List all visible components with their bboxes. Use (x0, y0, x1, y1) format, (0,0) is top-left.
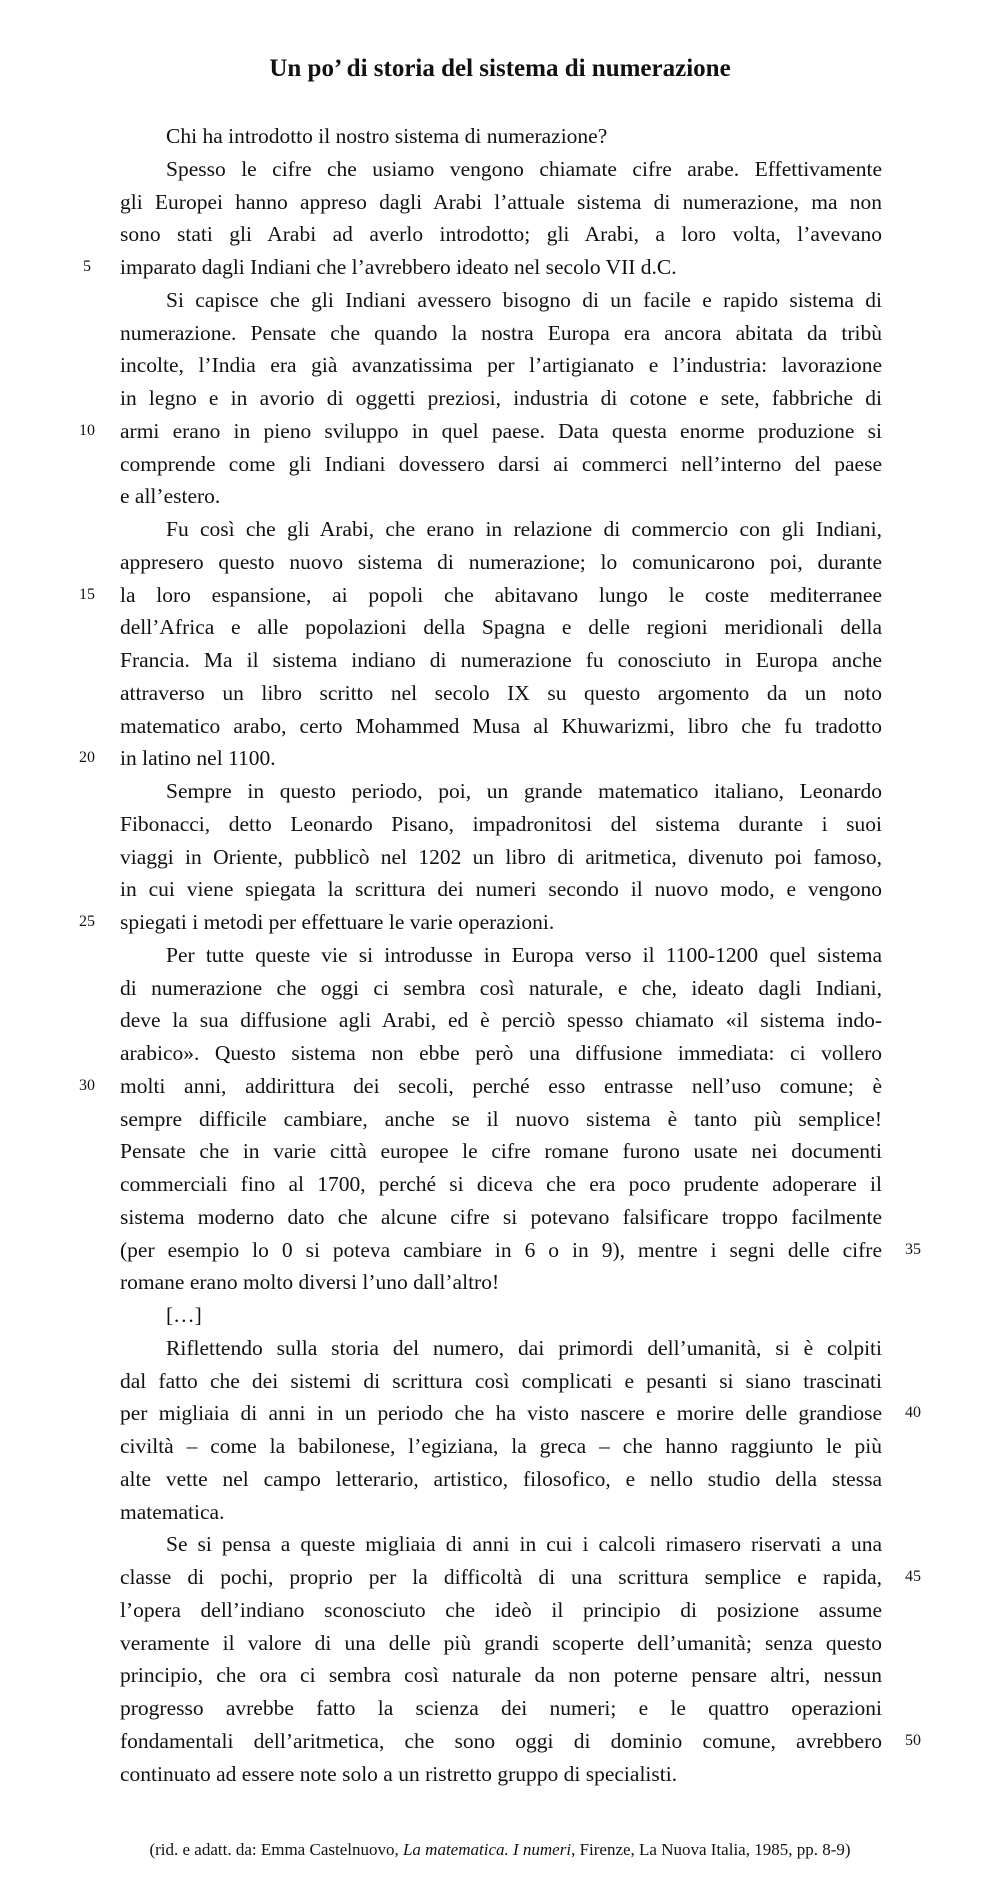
text-line: numerazione. Pensate che quando la nostra Europa era ancora abitata da tribù (120, 320, 882, 345)
text-line: Sempre in questo periodo, poi, un grande matematico italiano, Leonardo (166, 779, 882, 803)
text-line: l’opera dell’indiano sconosciuto che ideò il principio di posizione assume (120, 1597, 882, 1622)
text-line: sempre difficile cambiare, anche se il nuovo sistema è tanto più semplice! (120, 1106, 882, 1131)
text-line: di numerazione che oggi ci sembra così naturale, e che, ideato dagli Indiani, (120, 975, 882, 1000)
line-number: 35 (905, 1240, 921, 1258)
source-suffix: , Firenze, La Nuova Italia, 1985, pp. 8-9) (571, 1840, 851, 1859)
text-line: la loro espansione, ai popoli che abitavano lungo le coste mediterranee (120, 582, 882, 607)
line-number: 45 (905, 1568, 921, 1585)
text-line: Pensate che in varie città europee le cifre romane furono usate nei documenti (120, 1139, 882, 1164)
text-line: civiltà – come la babilonese, l’egiziana, la greca – che hanno raggiunto le più (120, 1434, 882, 1458)
text-line: dell’Africa e alle popolazioni della Spagna e delle regioni meridionali della (120, 615, 882, 640)
text-line: romane erano molto diversi l’uno dall’altro! (120, 1270, 500, 1295)
text-line: deve la sua diffusione agli Arabi, ed è perciò spesso chiamato «il sistema indo- (120, 1008, 882, 1033)
text-line: Spesso le cifre che usiamo vengono chiamate cifre arabe. Effettivamente (166, 156, 882, 181)
line-number: 10 (79, 421, 95, 439)
line-number: 20 (79, 749, 95, 767)
text-line: arabico». Questo sistema non ebbe però una diffusione immediata: ci vollero (120, 1041, 882, 1065)
text-line: gli Europei hanno appreso dagli Arabi l’attuale sistema di numerazione, ma non (120, 189, 882, 214)
source-citation (0, 1838, 1000, 1862)
text-line: in cui viene spiegata la scrittura dei numeri secondo il nuovo modo, e vengono (120, 877, 882, 902)
text-line: progresso avrebbe fatto la scienza dei numeri; e le quattro operazioni (120, 1696, 882, 1720)
text-line: e all’estero. (120, 484, 221, 509)
line-number: 15 (79, 585, 95, 603)
source-work-title: La matematica. I numeri (402, 1840, 572, 1859)
text-line: dal fatto che dei sistemi di scrittura così complicati e pesanti si siano trascinati (120, 1368, 882, 1393)
text-line: sono stati gli Arabi ad averlo introdotto; gli Arabi, a loro volta, l’avevano (120, 222, 882, 247)
text-line: in legno e in avorio di oggetti preziosi, industria di cotone e sete, fabbriche di (120, 386, 882, 410)
text-line: molti anni, addirittura dei secoli, perché esso entrasse nell’uso comune; è (120, 1073, 882, 1098)
text-line: armi erano in pieno sviluppo in quel paese. Data questa enorme produzione si (120, 418, 882, 443)
text-line: comprende come gli Indiani dovessero darsi ai commerci nell’interno del paese (120, 451, 882, 476)
text-line: matematico arabo, certo Mohammed Musa al Khuwarizmi, libro che fu tradotto (120, 713, 882, 738)
text-line: incolte, l’India era già avanzatissima per l’artigianato e l’industria: lavorazione (120, 353, 882, 378)
text-line: (per esempio lo 0 si poteva cambiare in 6 o in 9), mentre i segni delle cifre (120, 1237, 882, 1262)
text-line: classe di pochi, proprio per la difficoltà di una scrittura semplice e rapida, (120, 1565, 882, 1589)
text-line: principio, che ora ci sembra così naturale da non poterne pensare altri, nessun (120, 1663, 882, 1688)
text-line: fondamentali dell’aritmetica, che sono oggi di dominio comune, avrebbero (120, 1728, 882, 1753)
text-line: Se si pensa a queste migliaia di anni in cui i calcoli rimasero riservati a una (166, 1532, 882, 1557)
text-line: continuato ad essere note solo a un ristretto gruppo di specialisti. (120, 1761, 678, 1786)
text-line: Riflettendo sulla storia del numero, dai primordi dell’umanità, si è colpiti (166, 1335, 882, 1360)
text-line: viaggi in Oriente, pubblicò nel 1202 un libro di aritmetica, divenuto poi famoso, (120, 844, 882, 869)
text-line: spiegati i metodi per effettuare le varie operazioni. (120, 910, 555, 934)
text-line: Fu così che gli Arabi, che erano in relazione di commercio con gli Indiani, (166, 517, 882, 541)
text-line: attraverso un libro scritto nel secolo IX su questo argomento da un noto (120, 680, 882, 705)
text-line: per migliaia di anni in un periodo che ha visto nascere e morire delle grandiose (120, 1401, 882, 1426)
text-line: alte vette nel campo letterario, artistico, filosofico, e nello studio della stessa (120, 1466, 882, 1491)
line-number: 25 (79, 913, 95, 930)
text-line: sistema moderno dato che alcune cifre si potevano falsificare troppo facilmente (120, 1204, 882, 1229)
text-line: in latino nel 1100. (120, 746, 276, 771)
line-number: 5 (83, 258, 91, 275)
text-line: imparato dagli Indiani che l’avrebbero ideato nel secolo VII d.C. (120, 255, 677, 279)
text-line: Fibonacci, detto Leonardo Pisano, impadronitosi del sistema durante i suoi (120, 811, 882, 836)
document-title: Un po’ di storia del sistema di numerazione (269, 55, 731, 82)
text-line: veramente il valore di una delle più grandi scoperte dell’umanità; senza questo (120, 1630, 882, 1655)
text-line: commerciali fino al 1700, perché si diceva che era poco prudente adoperare il (120, 1172, 882, 1196)
line-number: 50 (905, 1731, 921, 1749)
text-line: Si capisce che gli Indiani avessero bisogno di un facile e rapido sistema di (166, 287, 882, 312)
text-line: Francia. Ma il sistema indiano di numerazione fu conosciuto in Europa anche (120, 648, 882, 672)
line-number: 30 (79, 1076, 95, 1094)
text-line: Per tutte queste vie si introdusse in Europa verso il 1100-1200 quel sistema (166, 942, 882, 967)
text-line: matematica. (120, 1499, 225, 1524)
text-line: Chi ha introdotto il nostro sistema di numerazione? (166, 124, 608, 148)
text-line: appresero questo nuovo sistema di numerazione; lo comunicarono poi, durante (120, 549, 882, 574)
text-line: […] (166, 1303, 202, 1327)
line-number: 40 (905, 1404, 921, 1422)
source-prefix: (rid. e adatt. da: Emma Castelnuovo, (149, 1840, 403, 1859)
